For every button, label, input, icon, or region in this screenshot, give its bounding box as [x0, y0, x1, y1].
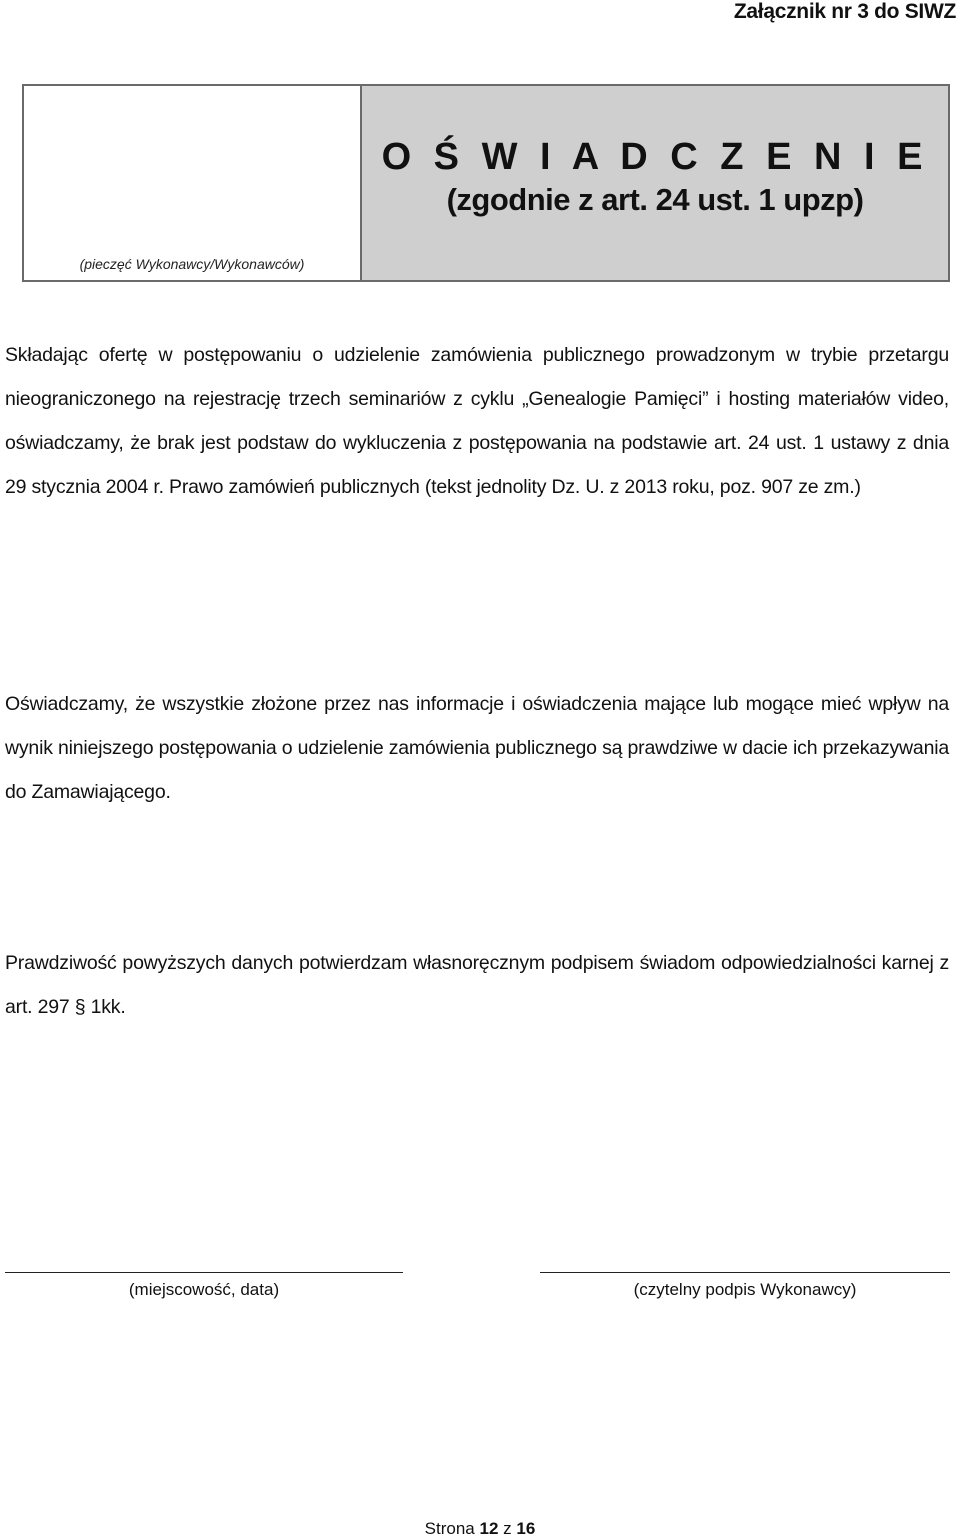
footer-page-number: 12 — [479, 1519, 499, 1538]
signature-label: (czytelny podpis Wykonawcy) — [633, 1280, 857, 1299]
attachment-label: Załącznik nr 3 do SIWZ — [733, 0, 956, 23]
signature-line — [540, 1272, 950, 1273]
header-box — [22, 84, 950, 282]
footer-prefix: Strona — [424, 1519, 475, 1538]
stamp-cell — [24, 86, 362, 280]
footer-separator: z — [503, 1519, 512, 1538]
stamp-label: (pieczęć Wykonawcy/Wykonawców) — [79, 256, 305, 272]
title-cell — [362, 86, 948, 280]
document-subtitle: (zgodnie z art. 24 ust. 1 upzp) — [446, 182, 864, 217]
page-footer — [0, 1519, 960, 1539]
footer-total-pages: 16 — [516, 1519, 536, 1538]
document-title: O Ś W I A D C Z E N I E — [381, 136, 929, 178]
place-date-label: (miejscowość, data) — [128, 1280, 280, 1299]
paragraph-liability: Prawdziwość powyższych danych potwierdzam własnoręcznym podpisem świadom odpowiedzialności karnej z art. 297 § 1kk. — [5, 952, 949, 1018]
paragraph-truthfulness: Oświadczamy, że wszystkie złożone przez nas informacje i oświadczenia mające lub mogące mieć wpływ na wynik niniejszego postępowania o udzielenie zamówienia publicznego są prawdziwe w dacie ich przekazywania do Zamawiającego. — [5, 693, 949, 803]
paragraph-declaration: Składając ofertę w postępowaniu o udzielenie zamówienia publicznego prowadzonym w trybie przetargu nieograniczonego na rejestrację trzech seminariów z cyklu „Genealogie Pamięci” i hosting materiałów video, oświadczamy, że brak jest podstaw do wykluczenia z postępowania na podstawie art. 24 ust. 1 ustawy z dnia 29 stycznia 2004 r. Prawo zamówień publicznych (tekst jednolity Dz. U. z 2013 roku, poz. 907 ze zm.) — [5, 344, 949, 498]
place-date-line — [5, 1272, 403, 1273]
